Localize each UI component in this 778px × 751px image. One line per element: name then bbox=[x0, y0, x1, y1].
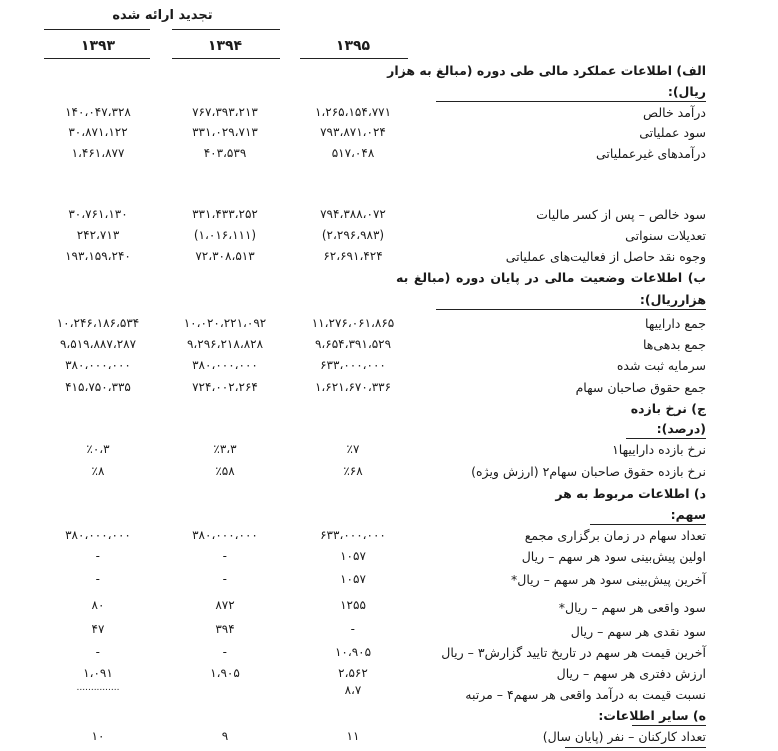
section-c-title-line1: ج) نرخ بازده bbox=[630, 401, 706, 416]
restated-header: تجدید ارائه شده bbox=[112, 8, 213, 23]
year-1395-header: ۱۳۹۵ bbox=[335, 38, 371, 54]
row-first-eps-forecast-1393: - bbox=[95, 549, 101, 563]
row-last-eps-forecast-label: آخرین پیش‌بینی سود هر سهم – ریال* bbox=[510, 572, 706, 587]
year-rule-1393 bbox=[44, 58, 150, 59]
row-total-equity-label: جمع حقوق صاحبان سهام bbox=[575, 380, 706, 395]
row-book-value-label: ارزش دفتری هر سهم – ریال bbox=[556, 666, 706, 681]
row-first-eps-forecast-label: اولین پیش‌بینی سود هر سهم – ریال bbox=[521, 549, 706, 564]
row-operating-cash-1395: ۶۲،۶۹۱،۴۲۴ bbox=[323, 249, 383, 263]
section-a-title-line1: الف) اطلاعات عملکرد مالی طی دوره (مبالغ به هزار bbox=[387, 63, 706, 78]
year-rule-1394 bbox=[172, 58, 280, 59]
row-roe-label: نرخ بازده حقوق صاحبان سهام۲ (ارزش ویژه) bbox=[471, 464, 706, 479]
row-last-price-1393: - bbox=[95, 645, 101, 659]
row-dps-1393: ۴۷ bbox=[91, 622, 105, 636]
row-non-operating-revenue-label: درآمدهای غیرعملیاتی bbox=[596, 146, 706, 161]
row-employees-1394: ۹ bbox=[221, 729, 229, 743]
row-annual-adjustments-label: تعدیلات سنواتی bbox=[625, 228, 706, 243]
row-actual-eps-1393: ۸۰ bbox=[91, 598, 105, 612]
row-total-equity-1395: ۱،۶۲۱،۶۷۰،۳۳۶ bbox=[314, 380, 392, 394]
restated-rule-1393 bbox=[44, 29, 150, 30]
row-operating-profit-label: سود عملیاتی bbox=[639, 125, 706, 140]
row-dps-1395: - bbox=[350, 622, 356, 636]
row-roa-1395: ٪۷ bbox=[346, 442, 360, 456]
row-operating-cash-1393: ۱۹۳،۱۵۹،۲۴۰ bbox=[65, 249, 131, 263]
row-total-assets-1394: ۱۰،۰۲۰،۲۲۱،۰۹۲ bbox=[183, 316, 267, 330]
row-total-assets-1393: ۱۰،۲۴۶،۱۸۶،۵۳۴ bbox=[56, 316, 140, 330]
row-operating-profit-1395: ۷۹۳،۸۷۱،۰۲۴ bbox=[320, 125, 386, 139]
row-last-price-1394: - bbox=[222, 645, 228, 659]
section-d-title-line2: سهم: bbox=[670, 507, 706, 522]
row-registered-capital-1393: ۳۸۰،۰۰۰،۰۰۰ bbox=[65, 358, 131, 372]
row-first-eps-forecast-1394: - bbox=[222, 549, 228, 563]
row-roa-label: نرخ بازده داراییها۱ bbox=[612, 442, 706, 457]
row-employees-1393: ۱۰ bbox=[91, 729, 105, 743]
row-roe-1393: ٪۸ bbox=[91, 464, 105, 478]
section-c-title-line2: (درصد): bbox=[656, 421, 706, 436]
row-employees-1395: ۱۱ bbox=[346, 729, 360, 743]
row-registered-capital-label: سرمایه ثبت شده bbox=[616, 358, 706, 373]
row-net-revenue-1394: ۷۶۷،۳۹۳،۲۱۳ bbox=[192, 105, 258, 119]
row-employees-label: تعداد کارکنان – نفر (پایان سال) bbox=[542, 729, 706, 744]
row-total-liabilities-1394: ۹،۲۹۶،۲۱۸،۸۲۸ bbox=[186, 337, 264, 351]
row-actual-eps-1394: ۸۷۲ bbox=[215, 598, 235, 612]
row-operating-cash-label: وجوه نقد حاصل از فعالیت‌های عملیاتی bbox=[505, 249, 706, 264]
row-last-eps-forecast-1393: - bbox=[95, 572, 101, 586]
row-net-revenue-1393: ۱۴۰،۰۴۷،۳۲۸ bbox=[65, 105, 131, 119]
row-shares-at-meeting-1393: ۳۸۰،۰۰۰،۰۰۰ bbox=[65, 528, 131, 542]
row-actual-eps-label: سود واقعی هر سهم – ریال* bbox=[558, 600, 706, 615]
year-1393-header: ۱۳۹۳ bbox=[80, 38, 116, 54]
row-net-revenue-1395: ۱،۲۶۵،۱۵۴،۷۷۱ bbox=[314, 105, 392, 119]
section-b-underline bbox=[436, 309, 706, 310]
row-book-value-1393: ۱،۰۹۱ bbox=[83, 666, 113, 680]
row-shares-at-meeting-1394: ۳۸۰،۰۰۰،۰۰۰ bbox=[192, 528, 258, 542]
row-shares-at-meeting-1395: ۶۳۳،۰۰۰،۰۰۰ bbox=[320, 528, 386, 542]
row-registered-capital-1394: ۳۸۰،۰۰۰،۰۰۰ bbox=[192, 358, 258, 372]
row-pe-ratio-label: نسبت قیمت به درآمد واقعی هر سهم۴ – مرتبه bbox=[465, 687, 706, 702]
row-last-price-label: آخرین قیمت هر سهم در تاریخ تایید گزارش۳ – ریال bbox=[441, 645, 706, 660]
section-h-underline bbox=[632, 725, 706, 726]
row-net-profit-label: سود خالص – پس از کسر مالیات bbox=[536, 207, 706, 222]
employees-underline bbox=[565, 747, 706, 748]
row-book-value-1394: ۱،۹۰۵ bbox=[210, 666, 240, 680]
restated-rule-1394 bbox=[172, 29, 280, 30]
row-operating-profit-1393: ۳۰،۸۷۱،۱۲۲ bbox=[68, 125, 128, 139]
row-total-assets-1395: ۱۱،۲۷۶،۰۶۱،۸۶۵ bbox=[311, 316, 395, 330]
row-non-operating-revenue-1393: ۱،۴۶۱،۸۷۷ bbox=[71, 146, 125, 160]
row-roe-1395: ٪۶۸ bbox=[343, 464, 363, 478]
row-annual-adjustments-1395: (۲،۲۹۶،۹۸۳) bbox=[321, 228, 385, 242]
row-book-value-1395: ۲،۵۶۲ bbox=[338, 666, 368, 680]
section-b-title-line1: ب) اطلاعات وضعیت مالی در پایان دوره (مبالغ به bbox=[396, 270, 706, 285]
row-annual-adjustments-1394: (۱،۰۱۶،۱۱۱) bbox=[193, 228, 257, 242]
row-total-assets-label: جمع داراییها bbox=[645, 316, 706, 331]
row-shares-at-meeting-label: تعداد سهام در زمان برگزاری مجمع bbox=[524, 528, 706, 543]
section-d-underline bbox=[590, 524, 706, 525]
row-total-equity-1394: ۷۲۴،۰۰۲،۲۶۴ bbox=[192, 380, 258, 394]
row-annual-adjustments-1393: ۲۴۲،۷۱۳ bbox=[76, 228, 120, 242]
row-total-equity-1393: ۴۱۵،۷۵۰،۳۳۵ bbox=[65, 380, 131, 394]
row-net-profit-1394: ۳۳۱،۴۳۳،۲۵۲ bbox=[192, 207, 258, 221]
section-d-title-line1: د) اطلاعات مربوط به هر bbox=[555, 486, 706, 501]
row-pe-ratio-1395: ۸،۷ bbox=[344, 683, 362, 697]
section-b-title-line2: هزارریال): bbox=[639, 292, 706, 307]
row-net-profit-1393: ۳۰،۷۶۱،۱۳۰ bbox=[68, 207, 128, 221]
row-total-liabilities-label: جمع بدهی‌ها bbox=[642, 337, 706, 352]
section-a-title-line2: ریال): bbox=[667, 84, 706, 99]
row-roa-1393: ٪۰،۳ bbox=[86, 442, 110, 456]
year-1394-header: ۱۳۹۴ bbox=[207, 38, 243, 54]
row-net-revenue-label: درآمد خالص bbox=[643, 105, 706, 120]
section-c-underline bbox=[626, 438, 706, 439]
row-pe-ratio-1393: ............... bbox=[76, 683, 120, 693]
row-roe-1394: ٪۵۸ bbox=[215, 464, 235, 478]
section-a-underline bbox=[436, 101, 706, 102]
row-total-liabilities-1395: ۹،۶۵۴،۳۹۱،۵۲۹ bbox=[314, 337, 392, 351]
row-operating-profit-1394: ۳۳۱،۰۲۹،۷۱۳ bbox=[192, 125, 258, 139]
row-net-profit-1395: ۷۹۴،۳۸۸،۰۷۲ bbox=[320, 207, 386, 221]
row-non-operating-revenue-1394: ۴۰۳،۵۳۹ bbox=[203, 146, 247, 160]
row-non-operating-revenue-1395: ۵۱۷،۰۴۸ bbox=[331, 146, 375, 160]
row-roa-1394: ٪۳،۳ bbox=[213, 442, 237, 456]
section-h-title: ه) سایر اطلاعات: bbox=[598, 708, 706, 723]
row-total-liabilities-1393: ۹،۵۱۹،۸۸۷،۲۸۷ bbox=[59, 337, 137, 351]
row-last-eps-forecast-1395: ۱۰۵۷ bbox=[340, 572, 366, 586]
row-last-price-1395: ۱۰،۹۰۵ bbox=[334, 645, 372, 659]
row-last-eps-forecast-1394: - bbox=[222, 572, 228, 586]
row-registered-capital-1395: ۶۳۳،۰۰۰،۰۰۰ bbox=[320, 358, 386, 372]
row-first-eps-forecast-1395: ۱۰۵۷ bbox=[340, 549, 366, 563]
row-dps-label: سود نقدی هر سهم – ریال bbox=[570, 624, 706, 639]
row-operating-cash-1394: ۷۲،۳۰۸،۵۱۳ bbox=[195, 249, 255, 263]
row-dps-1394: ۳۹۴ bbox=[215, 622, 235, 636]
row-actual-eps-1395: ۱۲۵۵ bbox=[340, 598, 366, 612]
year-rule-1395 bbox=[300, 58, 408, 59]
